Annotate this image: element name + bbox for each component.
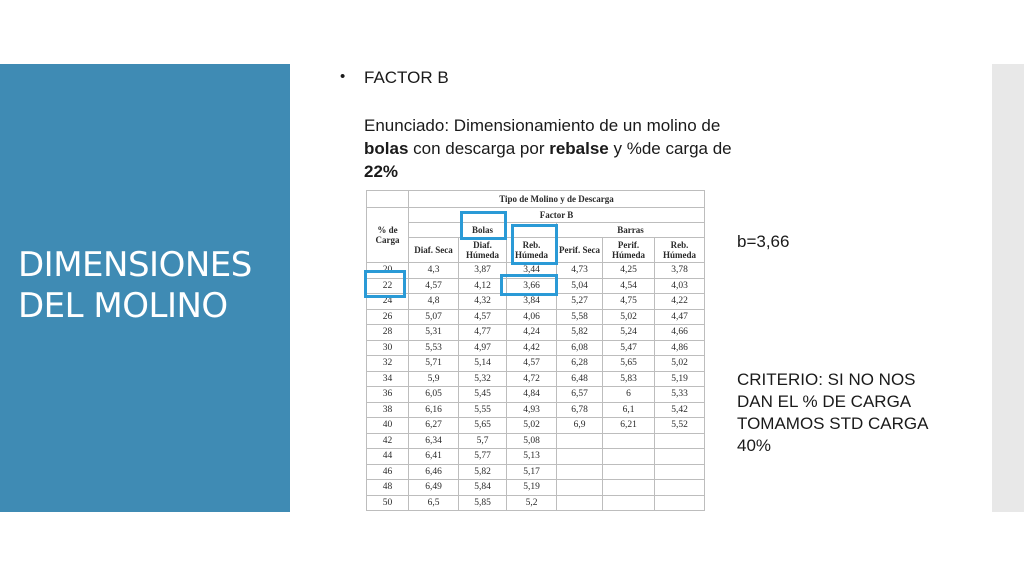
carga-header: % de Carga <box>367 208 409 263</box>
table-row <box>367 402 705 418</box>
factor-cell: 5,02 <box>655 356 705 372</box>
table-row <box>367 387 705 403</box>
subheader-perif-seca: Perif. Seca <box>557 238 603 263</box>
table-row <box>367 495 705 511</box>
factor-cell <box>655 464 705 480</box>
factor-cell: 6,57 <box>557 387 603 403</box>
group-bolas: Bolas <box>409 223 557 238</box>
enunciado-part: 22% <box>364 162 399 181</box>
factor-cell: 4,57 <box>409 278 459 294</box>
factor-cell <box>603 433 655 449</box>
carga-cell: 30 <box>367 340 409 356</box>
table-row <box>367 356 705 372</box>
factor-cell: 6,78 <box>557 402 603 418</box>
factor-cell: 5,02 <box>507 418 557 434</box>
factor-cell: 4,06 <box>507 309 557 325</box>
factor-cell: 6,05 <box>409 387 459 403</box>
factor-cell: 4,25 <box>603 263 655 279</box>
factor-cell: 5,77 <box>459 449 507 465</box>
carga-cell: 44 <box>367 449 409 465</box>
factor-cell: 5,14 <box>459 356 507 372</box>
subheader-diaf-seca: Diaf. Seca <box>409 238 459 263</box>
factor-cell <box>655 433 705 449</box>
factor-cell: 4,12 <box>459 278 507 294</box>
factor-cell: 5,47 <box>603 340 655 356</box>
factor-cell: 4,84 <box>507 387 557 403</box>
factor-cell: 5,7 <box>459 433 507 449</box>
factor-cell <box>557 433 603 449</box>
factor-cell: 5,32 <box>459 371 507 387</box>
factor-cell: 4,77 <box>459 325 507 341</box>
factor-cell: 5,04 <box>557 278 603 294</box>
factor-cell: 6,27 <box>409 418 459 434</box>
factor-cell: 4,8 <box>409 294 459 310</box>
factor-cell: 5,2 <box>507 495 557 511</box>
factor-cell: 4,66 <box>655 325 705 341</box>
factor-cell: 4,24 <box>507 325 557 341</box>
factor-cell: 6,34 <box>409 433 459 449</box>
factor-cell: 3,84 <box>507 294 557 310</box>
table-row <box>367 433 705 449</box>
carga-cell: 46 <box>367 464 409 480</box>
factor-cell: 6,16 <box>409 402 459 418</box>
factor-cell <box>603 495 655 511</box>
factor-cell: 6,21 <box>603 418 655 434</box>
factor-cell: 5,52 <box>655 418 705 434</box>
carga-cell: 42 <box>367 433 409 449</box>
factor-cell: 5,33 <box>655 387 705 403</box>
group-barras: Barras <box>557 223 705 238</box>
table-row <box>367 464 705 480</box>
carga-cell: 34 <box>367 371 409 387</box>
carga-cell: 36 <box>367 387 409 403</box>
factor-cell <box>603 464 655 480</box>
factor-cell: 5,31 <box>409 325 459 341</box>
factor-cell: 5,83 <box>603 371 655 387</box>
factor-cell: 4,54 <box>603 278 655 294</box>
factor-cell <box>655 480 705 496</box>
factor-cell: 4,73 <box>557 263 603 279</box>
factor-cell: 5,84 <box>459 480 507 496</box>
factor-cell: 5,02 <box>603 309 655 325</box>
carga-cell: 50 <box>367 495 409 511</box>
subheader-reb-humeda-bolas: Reb. Húmeda <box>507 238 557 263</box>
factor-cell <box>557 449 603 465</box>
factor-cell: 6,5 <box>409 495 459 511</box>
b-result: b=3,66 <box>737 232 790 251</box>
highlight-reb-humeda <box>511 224 558 265</box>
highlight-carga-22 <box>364 270 406 298</box>
carga-cell: 20 <box>367 263 409 279</box>
factor-cell: 3,87 <box>459 263 507 279</box>
table-row <box>367 325 705 341</box>
enunciado-part: rebalse <box>549 139 609 158</box>
enunciado-part: y %de carga de <box>608 139 732 158</box>
factor-cell: 5,65 <box>459 418 507 434</box>
table-row <box>367 309 705 325</box>
highlight-bolas <box>460 211 507 240</box>
factor-cell <box>655 495 705 511</box>
factor-cell: 4,3 <box>409 263 459 279</box>
factor-cell: 4,97 <box>459 340 507 356</box>
factor-cell: 5,19 <box>655 371 705 387</box>
bullet-icon: • <box>340 68 346 85</box>
enunciado-part: con descarga por <box>408 139 550 158</box>
factor-cell: 4,57 <box>459 309 507 325</box>
factor-cell: 4,75 <box>603 294 655 310</box>
factor-cell: 4,57 <box>507 356 557 372</box>
table-row <box>367 340 705 356</box>
enunciado-part: bolas <box>364 139 409 158</box>
factor-cell: 4,72 <box>507 371 557 387</box>
factor-cell: 4,22 <box>655 294 705 310</box>
factor-cell: 5,82 <box>557 325 603 341</box>
enunciado-part: Enunciado: Dimensionamiento de un molino de <box>364 116 721 135</box>
factor-cell <box>557 464 603 480</box>
factor-cell <box>655 449 705 465</box>
factor-cell: 5,19 <box>507 480 557 496</box>
factor-cell: 5,65 <box>603 356 655 372</box>
factor-cell: 5,58 <box>557 309 603 325</box>
factor-heading: FACTOR B <box>364 68 449 87</box>
highlight-value-3-66 <box>500 274 558 296</box>
factor-cell: 5,13 <box>507 449 557 465</box>
carga-cell: 32 <box>367 356 409 372</box>
factor-cell: 6,28 <box>557 356 603 372</box>
factor-cell: 4,42 <box>507 340 557 356</box>
table-row <box>367 418 705 434</box>
subheader-reb-humeda-barras: Reb. Húmeda <box>655 238 705 263</box>
factor-cell: 5,07 <box>409 309 459 325</box>
factor-cell: 5,82 <box>459 464 507 480</box>
factor-cell: 5,53 <box>409 340 459 356</box>
carga-cell: 40 <box>367 418 409 434</box>
factor-cell: 6,49 <box>409 480 459 496</box>
table-row <box>367 449 705 465</box>
carga-cell: 24 <box>367 294 409 310</box>
factor-cell: 6 <box>603 387 655 403</box>
factor-cell: 5,42 <box>655 402 705 418</box>
factor-cell: 5,45 <box>459 387 507 403</box>
carga-cell: 22 <box>367 278 409 294</box>
subheader-diaf-humeda: Diaf. Húmeda <box>459 238 507 263</box>
factor-label: Factor B <box>409 208 705 223</box>
subheader-perif-humeda: Perif. Húmeda <box>603 238 655 263</box>
factor-cell: 5,71 <box>409 356 459 372</box>
factor-cell <box>557 495 603 511</box>
factor-cell: 3,78 <box>655 263 705 279</box>
factor-cell: 5,85 <box>459 495 507 511</box>
factor-cell: 4,32 <box>459 294 507 310</box>
slide-title: DIMENSIONES DEL MOLINO <box>18 245 252 326</box>
factor-cell: 4,86 <box>655 340 705 356</box>
factor-cell: 5,55 <box>459 402 507 418</box>
right-decor-strip <box>992 64 1024 512</box>
factor-cell: 4,93 <box>507 402 557 418</box>
factor-cell: 6,9 <box>557 418 603 434</box>
factor-cell: 5,9 <box>409 371 459 387</box>
table-row <box>367 371 705 387</box>
carga-cell: 26 <box>367 309 409 325</box>
factor-cell: 5,08 <box>507 433 557 449</box>
enunciado-text <box>364 114 754 183</box>
factor-cell: 5,27 <box>557 294 603 310</box>
factor-cell: 3,66 <box>507 278 557 294</box>
factor-cell: 5,24 <box>603 325 655 341</box>
factor-cell: 6,1 <box>603 402 655 418</box>
factor-cell: 6,08 <box>557 340 603 356</box>
table-title: Tipo de Molino y de Descarga <box>409 191 705 208</box>
factor-cell: 6,46 <box>409 464 459 480</box>
factor-cell: 6,41 <box>409 449 459 465</box>
factor-cell: 6,48 <box>557 371 603 387</box>
table-row <box>367 480 705 496</box>
criterio-text: CRITERIO: SI NO NOS DAN EL % DE CARGA TOMAMOS STD CARGA 40% <box>737 370 928 455</box>
factor-cell: 5,17 <box>507 464 557 480</box>
factor-cell <box>603 480 655 496</box>
carga-cell: 38 <box>367 402 409 418</box>
factor-cell: 3,44 <box>507 263 557 279</box>
carga-cell: 48 <box>367 480 409 496</box>
factor-cell: 4,47 <box>655 309 705 325</box>
carga-cell: 28 <box>367 325 409 341</box>
factor-cell <box>603 449 655 465</box>
factor-cell: 4,03 <box>655 278 705 294</box>
table-corner <box>367 191 409 208</box>
factor-cell <box>557 480 603 496</box>
table-body <box>367 263 705 511</box>
